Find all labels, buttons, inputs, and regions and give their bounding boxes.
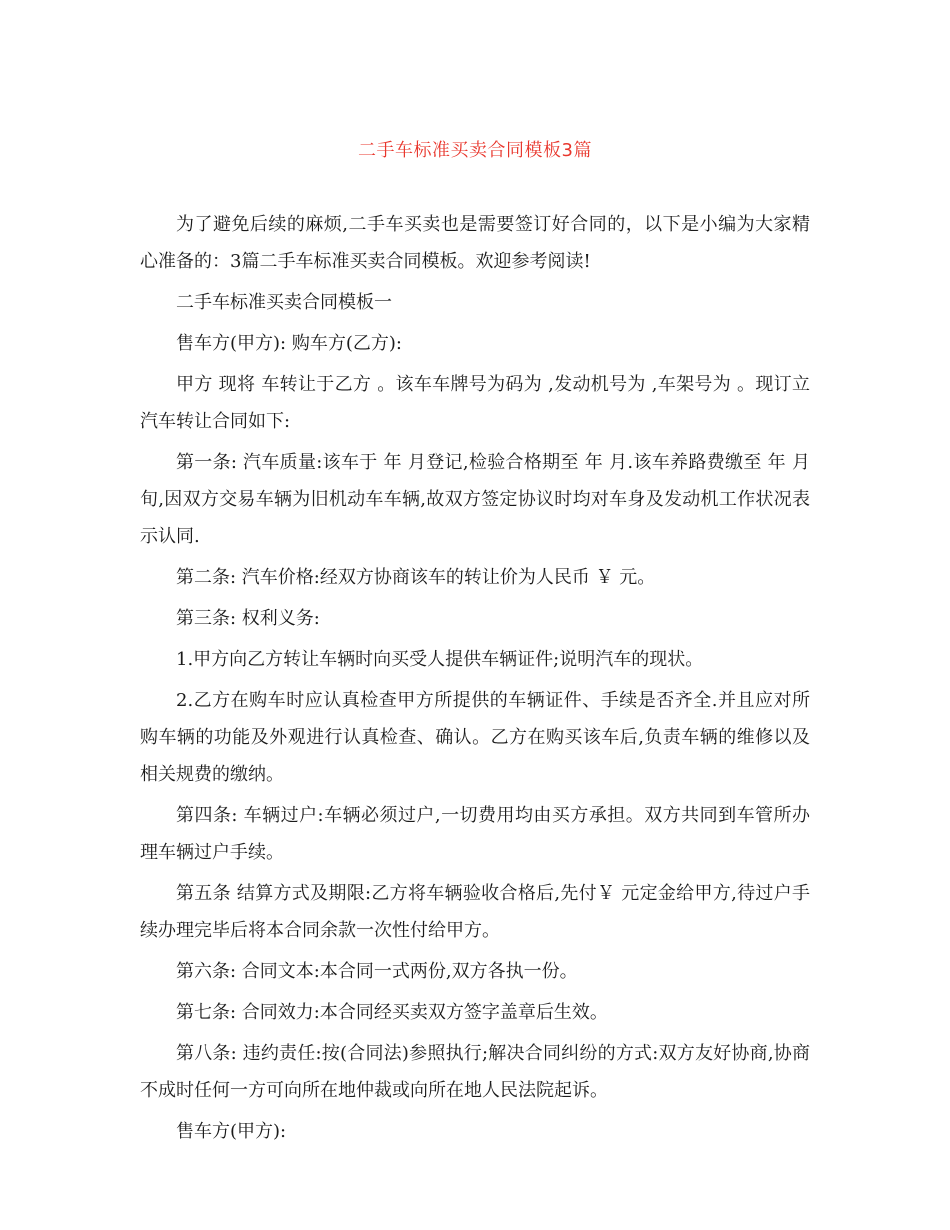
section-heading: 二手车标准买卖合同模板一 xyxy=(176,292,392,313)
document-title: 二手车标准买卖合同模板3篇 xyxy=(358,140,592,161)
article-3-item-2: 2.乙方在购车时应认真检查甲方所提供的车辆证件、手续是否齐全.并且应对所购车辆的功能及外观进行认真检查、确认。乙方在购买该车后,负责车辆的维修以及相关规费的缴纳。 xyxy=(140,690,810,785)
seller-signature-line: 售车方(甲方): xyxy=(176,1121,287,1142)
article-2: 第二条: 汽车价格:经双方协商该车的转让价为人民币 ￥ 元。 xyxy=(176,567,656,588)
article-1: 第一条: 汽车质量:该车于 年 月登记,检验合格期至 年 月.该车养路费缴至 年 月 旬,因双方交易车辆为旧机动车车辆,故双方签定协议时均对车身及发动机工作状况表示认同. xyxy=(140,452,810,547)
document-body xyxy=(140,206,810,1154)
article-6: 第六条: 合同文本:本合同一式两份,双方各执一份。 xyxy=(176,961,578,982)
article-8: 第八条: 违约责任:按(合同法)参照执行;解决合同纠纷的方式:双方友好协商,协商不成时任何一方可向所在地仲裁或向所在地人民法院起诉。 xyxy=(140,1043,810,1101)
preamble-paragraph: 甲方 现将 车转让于乙方 。该车车牌号为码为 ,发动机号为 ,车架号为 。现订立汽车转让合同如下: xyxy=(140,374,810,432)
article-3-item-1: 1.甲方向乙方转让车辆时向买受人提供车辆证件;说明汽车的现状。 xyxy=(176,649,704,670)
article-4: 第四条: 车辆过户:车辆必须过户,一切费用均由买方承担。双方共同到车管所办理车辆过户手续。 xyxy=(140,805,810,863)
article-7: 第七条: 合同效力:本合同经买卖双方签字盖章后生效。 xyxy=(176,1002,608,1023)
article-3: 第三条: 权利义务: xyxy=(176,608,320,629)
article-5: 第五条 结算方式及期限:乙方将车辆验收合格后,先付￥ 元定金给甲方,待过户手续办理完毕后将本合同余款一次性付给甲方。 xyxy=(140,883,810,941)
intro-paragraph: 为了避免后续的麻烦,二手车买卖也是需要签订好合同的，以下是小编为大家精心准备的：3篇二手车标准买卖合同模板。欢迎参考阅读! xyxy=(140,214,810,272)
parties-line: 售车方(甲方): 购车方(乙方): xyxy=(176,333,402,354)
